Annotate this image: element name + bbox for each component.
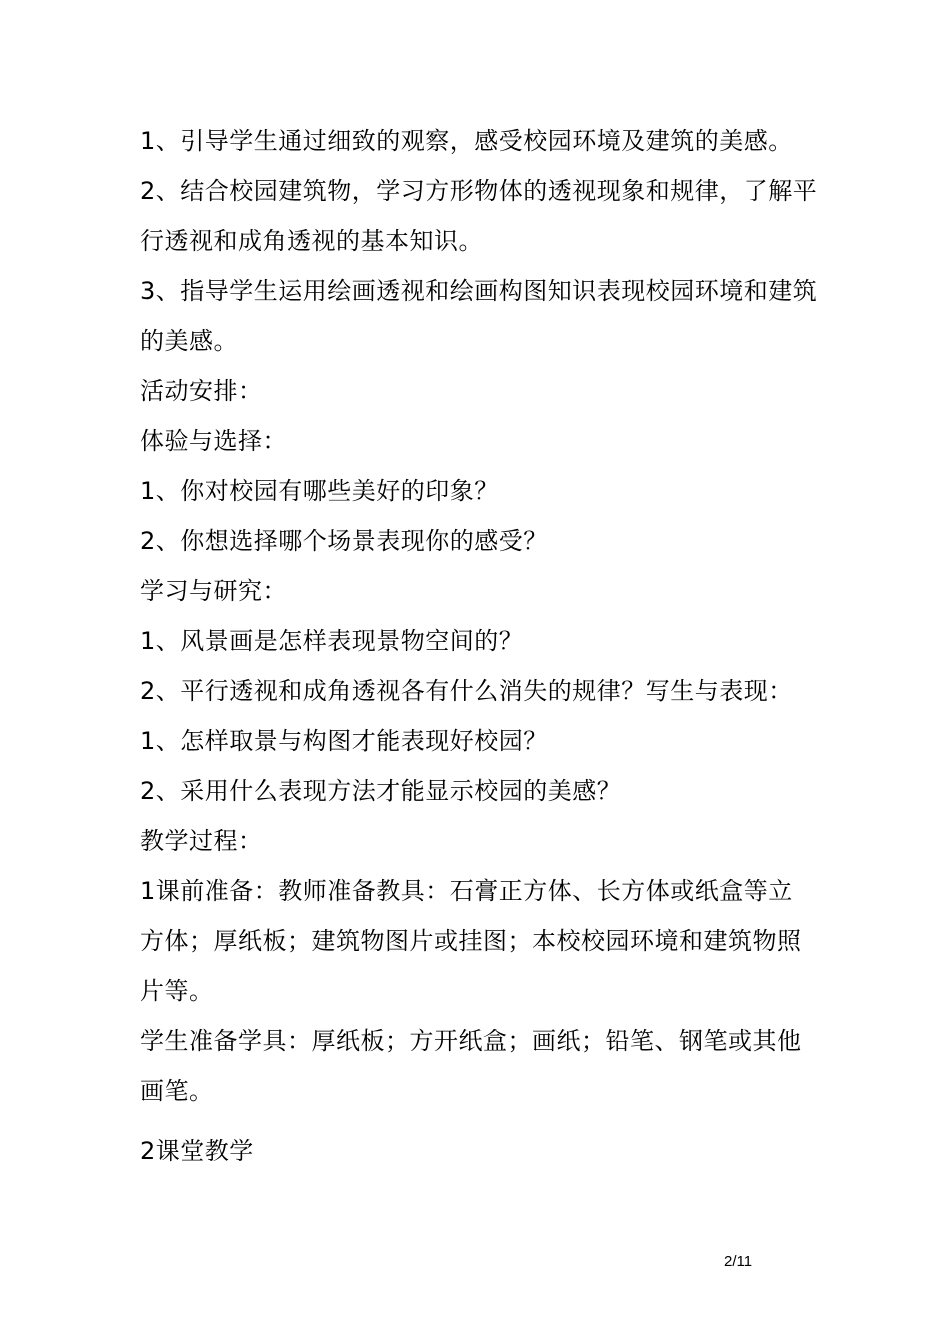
objective-line-2: 2、结合校园建筑物，学习方形物体的透视现象和规律，了解平 — [140, 177, 818, 205]
student-preparation-line: 画笔。 — [140, 1077, 214, 1105]
question-line: 2、平行透视和成角透视各有什么消失的规律？写生与表现： — [140, 677, 793, 705]
question-line: 1、怎样取景与构图才能表现好校园？ — [140, 727, 548, 755]
preparation-line: 1课前准备：教师准备教具：石膏正方体、长方体或纸盒等立 — [140, 877, 793, 905]
preparation-line: 片等。 — [140, 977, 214, 1005]
heading-classroom-teaching: 2课堂教学 — [140, 1137, 254, 1165]
heading-experience-selection: 体验与选择： — [140, 427, 287, 455]
question-line: 2、采用什么表现方法才能显示校园的美感？ — [140, 777, 622, 805]
objective-line-3: 3、指导学生运用绘画透视和绘画构图知识表现校园环境和建筑 — [140, 277, 818, 305]
question-line: 2、你想选择哪个场景表现你的感受？ — [140, 527, 548, 555]
heading-teaching-process: 教学过程： — [140, 827, 263, 855]
heading-activity-arrangement: 活动安排： — [140, 377, 263, 405]
page-number: 2/11 — [724, 1253, 753, 1270]
objective-line-2-cont: 行透视和成角透视的基本知识。 — [140, 227, 483, 255]
objective-line-1: 1、引导学生通过细致的观察，感受校园环境及建筑的美感。 — [140, 127, 793, 155]
heading-study-research: 学习与研究： — [140, 577, 287, 605]
question-line: 1、你对校园有哪些美好的印象？ — [140, 477, 499, 505]
objective-line-3-cont: 的美感。 — [140, 327, 238, 355]
preparation-line: 方体；厚纸板；建筑物图片或挂图；本校校园环境和建筑物照 — [140, 927, 802, 955]
question-line: 1、风景画是怎样表现景物空间的？ — [140, 627, 524, 655]
student-preparation-line: 学生准备学具：厚纸板；方开纸盒；画纸；铅笔、钢笔或其他 — [140, 1027, 802, 1055]
